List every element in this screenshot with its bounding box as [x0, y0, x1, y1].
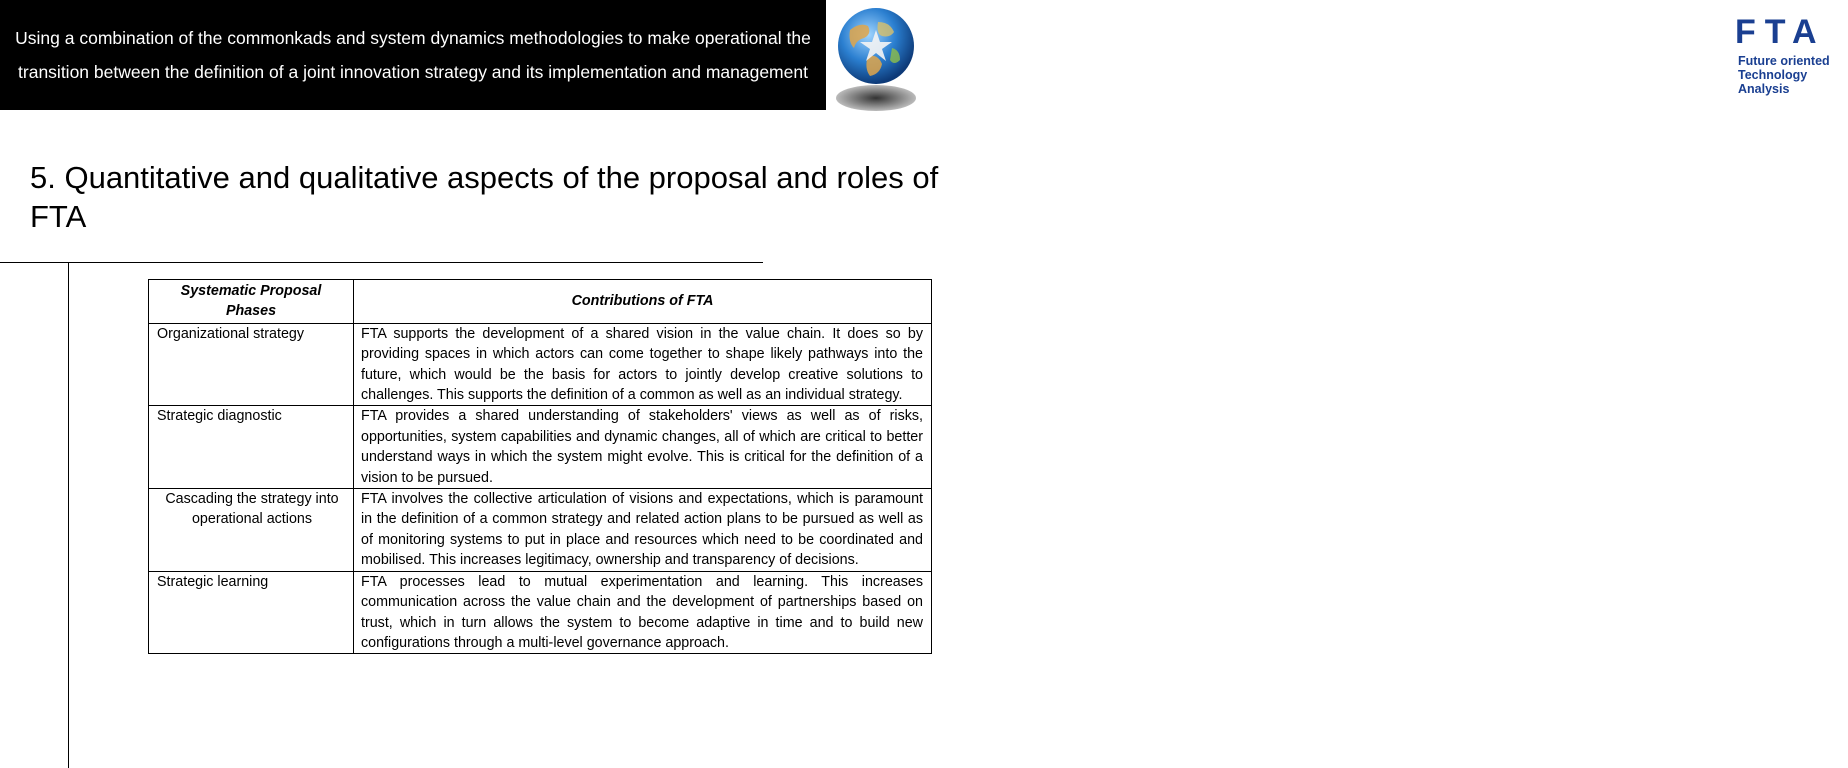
contributions-table [148, 279, 932, 654]
table-row [149, 323, 932, 406]
column-header-contributions: Contributions of FTA [354, 280, 932, 324]
logo-subtitle-line: Analysis [1738, 82, 1790, 96]
divider-horizontal [0, 262, 763, 263]
contribution-cell: FTA involves the collective articulation of visions and expectations, which is paramount in the definition of a common strategy and related action plans to be pursued as well as of monitoring systems to put in place and resources which need to be coordinated and mobilised. This increases legitimacy, ownership and transparency of decisions. [354, 489, 932, 572]
logo-subtitle [1738, 54, 1848, 96]
logo-subtitle-line: Future oriented [1738, 54, 1830, 68]
table-row [149, 406, 932, 489]
table-row [149, 489, 932, 572]
logo-subtitle-line: Technology [1738, 68, 1808, 82]
column-header-phases: Systematic Proposal Phases [149, 280, 354, 324]
contribution-cell: FTA supports the development of a shared vision in the value chain. It does so by providing spaces in which actors can come together to shape likely pathways into the future, which would be the basis for actors to jointly develop creative solutions to challenges. This supports the definition of a common as well as an individual strategy. [354, 323, 932, 406]
phase-cell: Cascading the strategy into operational actions [149, 489, 354, 572]
divider-vertical [68, 262, 69, 768]
contribution-cell: FTA provides a shared understanding of stakeholders' views as well as of risks, opportunities, system capabilities and dynamic changes, all of which are critical to better understand ways in which the system might evolve. This is critical for the definition of a vision to be pursued. [354, 406, 932, 489]
header-text: Using a combination of the commonkads and system dynamics methodologies to make operational the transition between the definition of a joint innovation strategy and its implementation and management [15, 28, 811, 82]
phase-cell: Organizational strategy [149, 323, 354, 406]
slide-title: 5. Quantitative and qualitative aspects of the proposal and roles of FTA [30, 160, 939, 234]
logo-letters: FTA [1735, 13, 1826, 51]
header-banner [0, 0, 826, 110]
table-row [149, 571, 932, 654]
globe-icon [828, 0, 1024, 118]
phase-cell: Strategic diagnostic [149, 406, 354, 489]
phase-cell: Strategic learning [149, 571, 354, 654]
contribution-cell: FTA processes lead to mutual experimentation and learning. This increases communication across the value chain and the development of partnerships based on trust, which in turn allows the system to become adaptive in time and to build new configurations through a multi-level governance approach. [354, 571, 932, 654]
fta-logo [828, 0, 1830, 118]
table-header-row [149, 280, 932, 324]
